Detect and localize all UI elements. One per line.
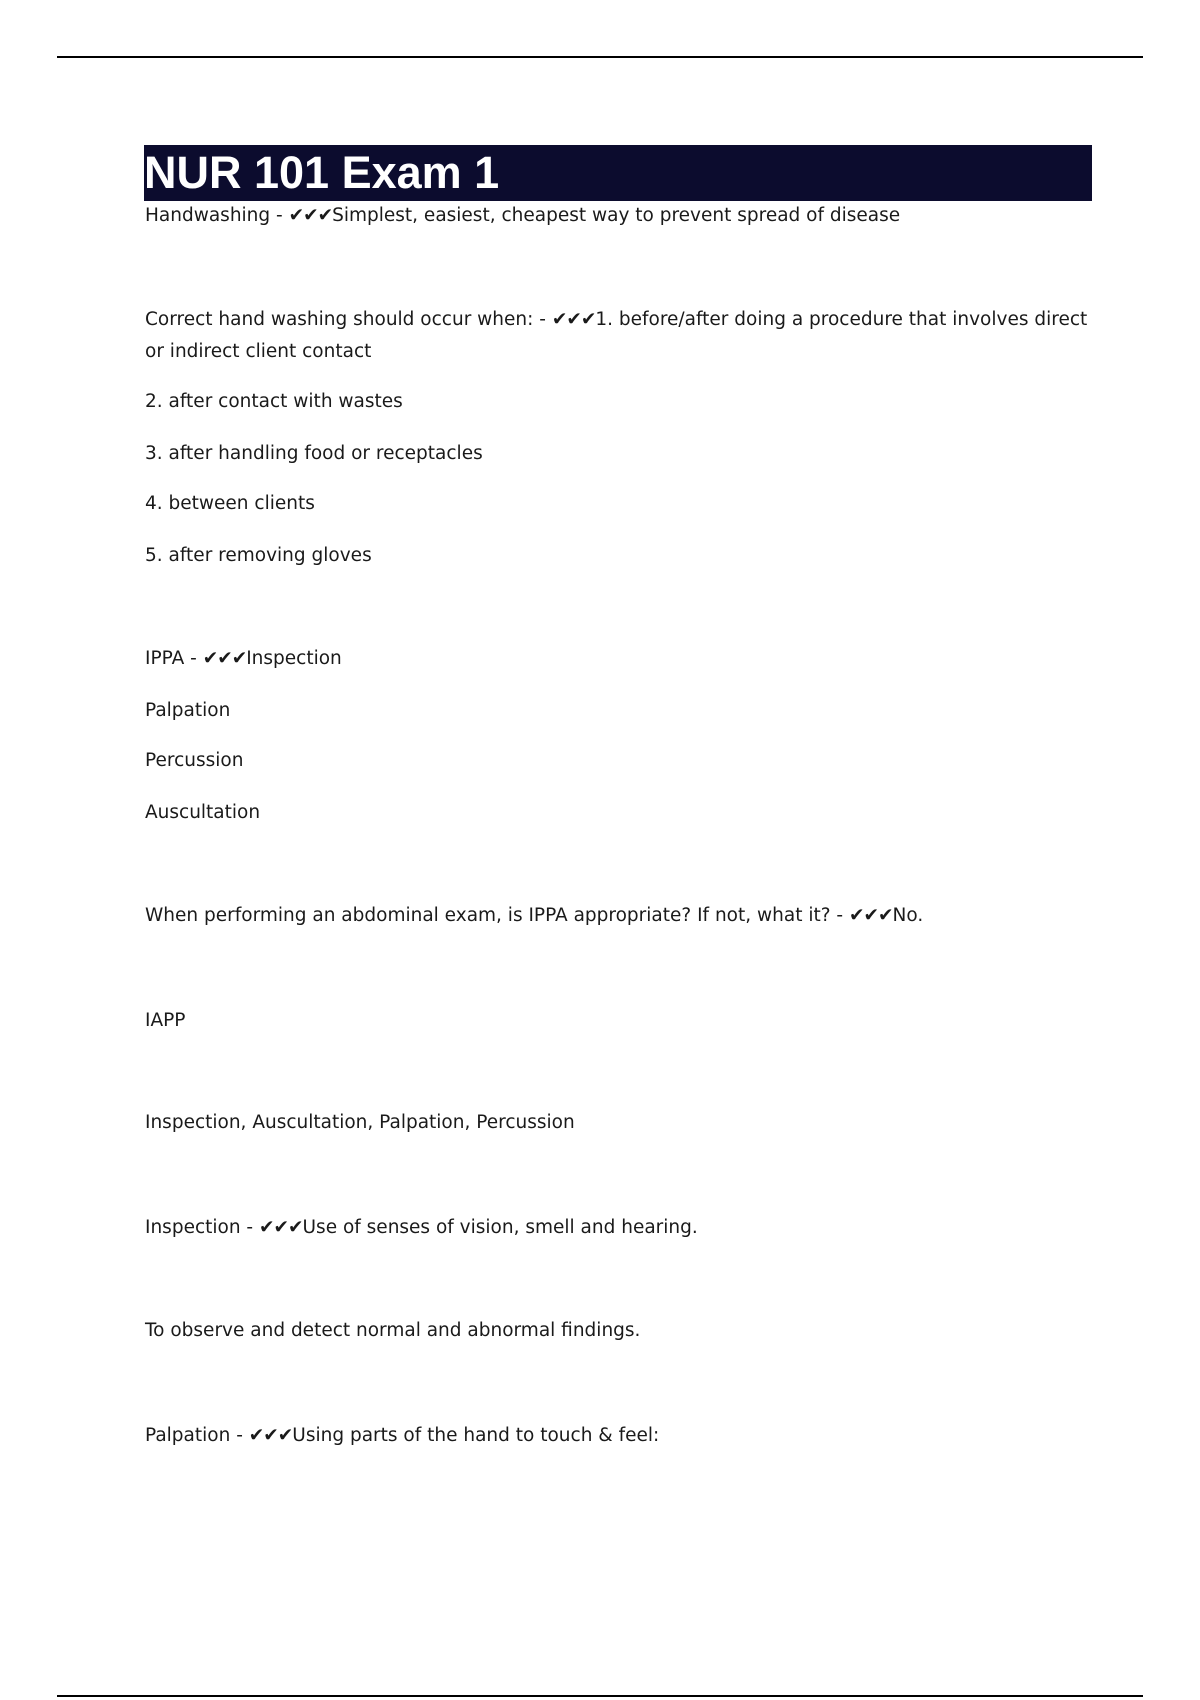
top-rule xyxy=(57,56,1143,58)
list-item: Auscultation xyxy=(145,802,261,823)
document-title: NUR 101 Exam 1 xyxy=(144,145,1092,201)
list-item: 5. after removing gloves xyxy=(145,545,372,566)
entry-answer: Simplest, easiest, cheapest way to prevent spread of disease xyxy=(332,205,901,226)
entry-term: IPPA - xyxy=(145,648,203,669)
list-item: 3. after handling food or receptacles xyxy=(145,443,483,464)
check-marks-icon: ✔✔✔ xyxy=(202,648,247,669)
entry-answer: 1. before/after doing a procedure that involves direct or indirect client contact xyxy=(145,309,1088,362)
entry-palpation xyxy=(145,1420,1095,1452)
list-item: 4. between clients xyxy=(145,493,315,514)
entry-ippa xyxy=(145,643,1095,675)
check-marks-icon: ✔✔✔ xyxy=(248,1425,293,1446)
entry-answer-continued: Inspection, Auscultation, Palpation, Percussion xyxy=(145,1112,575,1133)
entry-answer: Use of senses of vision, smell and hearing. xyxy=(302,1217,698,1238)
document-body xyxy=(145,200,1095,1452)
entry-answer: Using parts of the hand to touch & feel: xyxy=(292,1425,660,1446)
entry-answer-continued: To observe and detect normal and abnormal findings. xyxy=(145,1320,641,1341)
entry-abdominal-exam xyxy=(145,900,1095,932)
entry-term: Inspection - xyxy=(145,1217,259,1238)
list-item: 2. after contact with wastes xyxy=(145,391,403,412)
entry-term: Handwashing - xyxy=(145,205,289,226)
check-marks-icon: ✔✔✔ xyxy=(551,309,596,330)
check-marks-icon: ✔✔✔ xyxy=(288,205,333,226)
entry-answer-continued: IAPP xyxy=(145,1010,186,1031)
entry-term: Palpation - xyxy=(145,1425,249,1446)
list-item: Percussion xyxy=(145,750,244,771)
check-marks-icon: ✔✔✔ xyxy=(848,905,893,926)
entry-term: Correct hand washing should occur when: - xyxy=(145,309,552,330)
entry-handwashing xyxy=(145,200,1095,232)
list-item: Palpation xyxy=(145,700,231,721)
entry-term: When performing an abdominal exam, is IPPA appropriate? If not, what it? - xyxy=(145,905,849,926)
entry-answer: No. xyxy=(892,905,924,926)
bottom-rule xyxy=(57,1695,1143,1697)
entry-correct-hand-washing xyxy=(145,304,1095,368)
entry-inspection xyxy=(145,1212,1095,1244)
entry-answer: Inspection xyxy=(246,648,342,669)
check-marks-icon: ✔✔✔ xyxy=(259,1217,303,1238)
